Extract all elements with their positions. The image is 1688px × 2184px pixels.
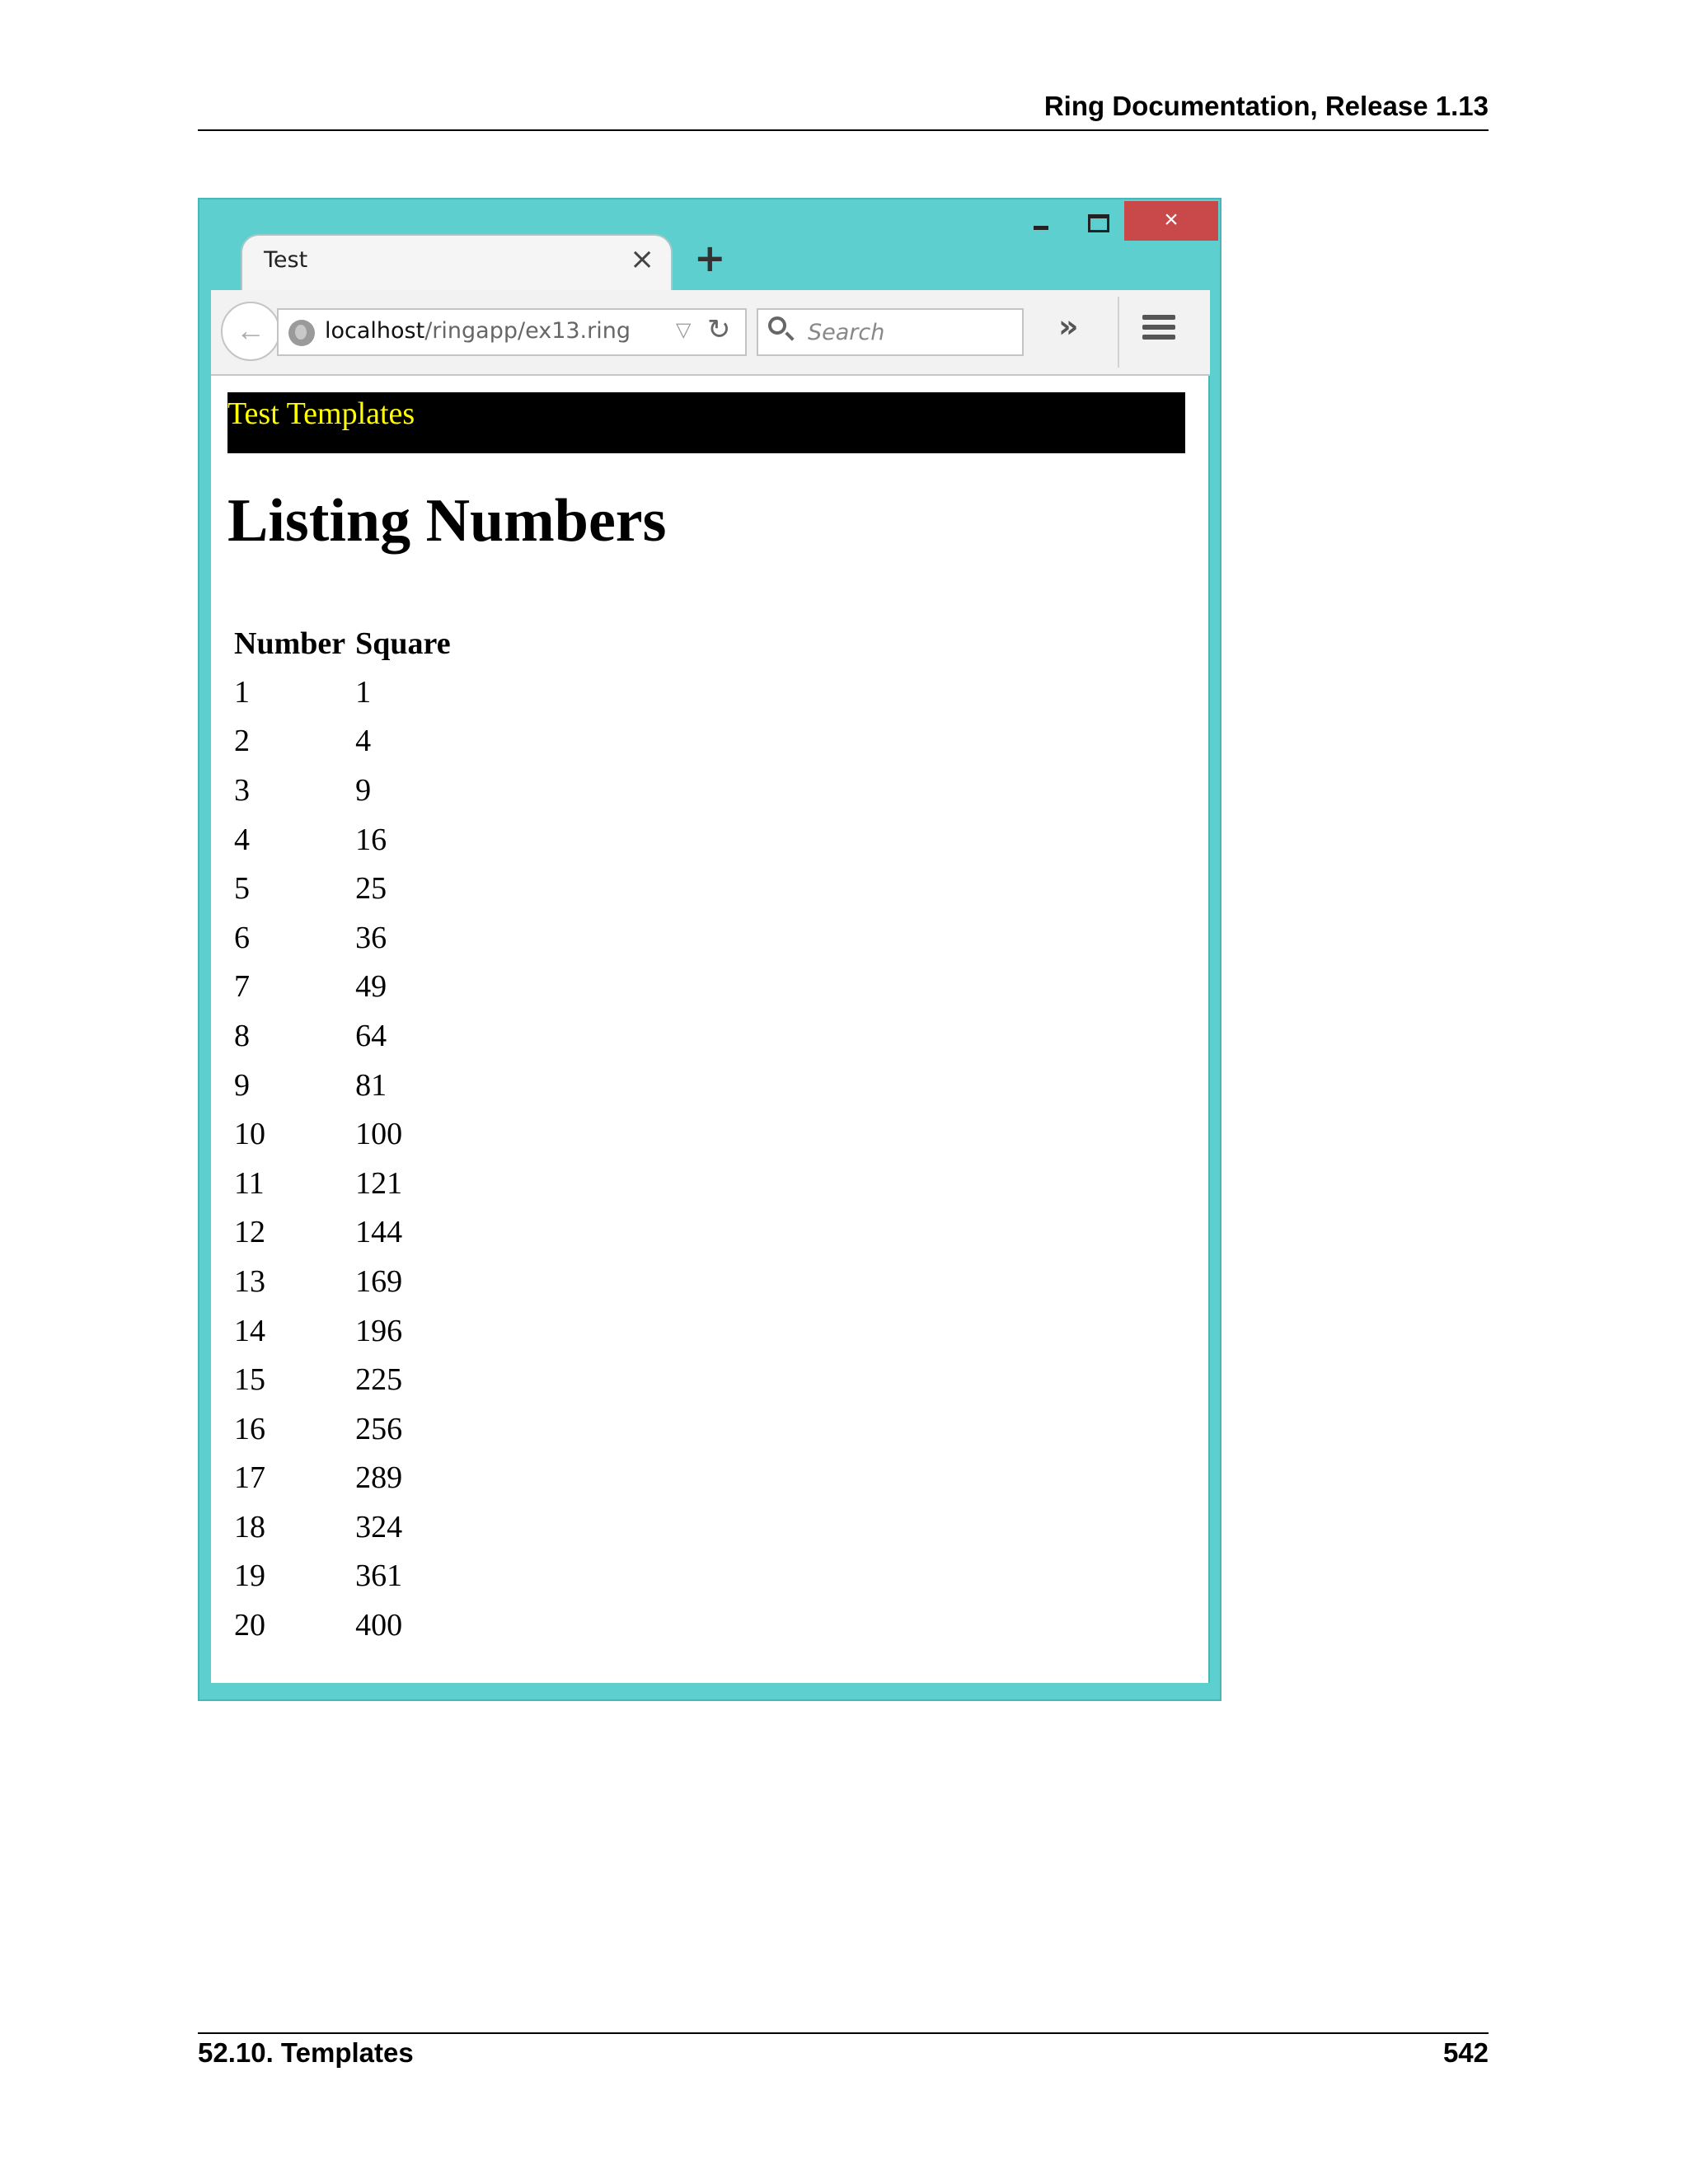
number-cell: 7	[234, 969, 250, 1005]
square-cell: 289	[355, 1460, 403, 1496]
number-cell: 2	[234, 724, 250, 759]
table-row	[229, 1159, 456, 1208]
table-row	[229, 1011, 456, 1061]
window-close-button[interactable]: ×	[1124, 201, 1218, 241]
page-number: 542	[1442, 2037, 1489, 2068]
hamburger-menu-icon[interactable]	[1142, 315, 1175, 344]
banner-text: Test Templates	[227, 396, 415, 431]
search-icon	[768, 316, 786, 335]
number-cell: 8	[234, 1018, 250, 1053]
square-cell: 361	[355, 1558, 403, 1594]
column-header-number: Number	[234, 626, 346, 661]
table-row	[229, 1257, 456, 1306]
number-cell: 3	[234, 772, 250, 808]
page-viewport	[211, 376, 1210, 1683]
number-cell: 4	[234, 822, 250, 857]
url-text	[325, 318, 631, 344]
url-path: /ringapp/ex13.ring	[424, 318, 631, 344]
table-row	[229, 1454, 456, 1503]
address-bar[interactable]	[277, 308, 747, 356]
new-tab-icon[interactable]: +	[694, 236, 726, 280]
square-cell: 36	[355, 920, 387, 955]
url-host: localhost	[325, 318, 425, 344]
table-row	[229, 913, 456, 963]
square-cell: 144	[355, 1215, 403, 1250]
number-cell: 13	[234, 1263, 265, 1299]
reload-icon[interactable]: ↻	[707, 313, 731, 346]
square-cell: 1	[355, 674, 372, 710]
footer-section: 52.10. Templates	[198, 2037, 414, 2068]
search-placeholder: Search	[808, 320, 885, 345]
table-row	[229, 815, 456, 865]
table-row	[229, 1552, 456, 1601]
back-arrow-icon[interactable]: ←	[221, 302, 280, 361]
square-cell: 64	[355, 1018, 387, 1053]
square-cell: 121	[355, 1165, 403, 1201]
number-cell: 10	[234, 1117, 265, 1152]
number-cell: 1	[234, 674, 250, 710]
number-cell: 16	[234, 1411, 265, 1446]
square-cell: 100	[355, 1117, 403, 1152]
square-cell: 81	[355, 1067, 387, 1103]
square-cell: 49	[355, 969, 387, 1005]
number-cell: 18	[234, 1509, 265, 1544]
number-cell: 20	[234, 1608, 265, 1643]
maximize-icon[interactable]	[1073, 201, 1123, 241]
table-row	[229, 864, 456, 913]
overflow-chevron-icon[interactable]: »	[1058, 308, 1079, 344]
table-row	[229, 766, 456, 815]
square-cell: 16	[355, 822, 387, 857]
toolbar-divider	[1118, 297, 1119, 368]
table-row	[229, 1061, 456, 1110]
number-cell: 9	[234, 1067, 250, 1103]
history-dropdown-icon[interactable]: ▽	[676, 319, 692, 341]
table-row	[229, 1306, 456, 1356]
square-cell: 9	[355, 772, 372, 808]
globe-icon	[288, 320, 315, 346]
table-row	[229, 1208, 456, 1258]
number-cell: 15	[234, 1362, 265, 1398]
number-cell: 12	[234, 1215, 265, 1250]
table-row	[229, 1355, 456, 1404]
footer-rule	[198, 2032, 1489, 2034]
square-cell: 225	[355, 1362, 403, 1398]
table-row	[229, 717, 456, 766]
square-cell: 4	[355, 724, 372, 759]
browser-window	[198, 198, 1221, 1701]
table-row	[229, 963, 456, 1012]
table-row	[229, 1502, 456, 1552]
square-cell: 400	[355, 1608, 403, 1643]
number-cell: 6	[234, 920, 250, 955]
tab-test[interactable]	[241, 234, 673, 293]
column-header-square: Square	[355, 626, 451, 661]
square-cell: 324	[355, 1509, 403, 1544]
table-header-row	[229, 620, 456, 668]
minimize-icon[interactable]	[1015, 201, 1065, 241]
page-title: Listing Numbers	[227, 487, 667, 555]
navigation-toolbar	[211, 290, 1210, 376]
tab-close-icon[interactable]: ×	[630, 242, 655, 276]
table-row	[229, 1404, 456, 1454]
table-row	[229, 668, 456, 717]
numbers-table	[229, 620, 456, 1650]
page-banner	[227, 392, 1185, 453]
square-cell: 196	[355, 1313, 403, 1348]
number-cell: 5	[234, 871, 250, 907]
number-cell: 14	[234, 1313, 265, 1348]
square-cell: 169	[355, 1263, 403, 1299]
table-row	[229, 1601, 456, 1650]
number-cell: 17	[234, 1460, 265, 1496]
number-cell: 11	[234, 1165, 265, 1201]
table-row	[229, 1109, 456, 1159]
document-header: Ring Documentation, Release 1.13	[1043, 91, 1489, 121]
search-input[interactable]	[757, 308, 1024, 356]
square-cell: 256	[355, 1411, 403, 1446]
number-cell: 19	[234, 1558, 265, 1594]
document-footer	[198, 2037, 1489, 2069]
header-rule	[198, 129, 1489, 131]
square-cell: 25	[355, 871, 387, 907]
tab-title: Test	[264, 247, 308, 273]
